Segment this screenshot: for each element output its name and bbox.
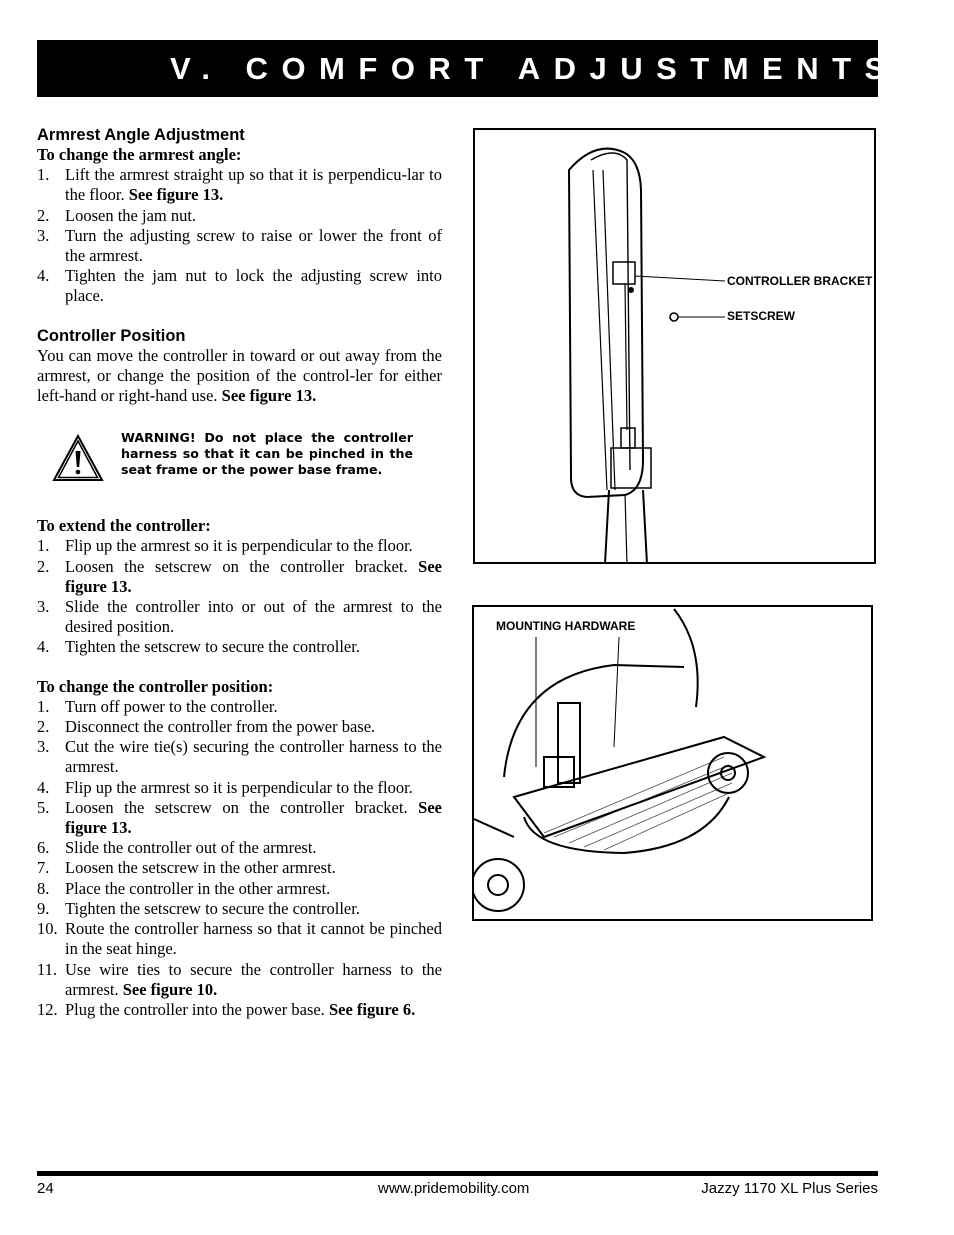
list-item — [37, 1000, 442, 1020]
step-number: 3. — [37, 225, 50, 245]
step-text: Loosen the setscrew on the controller bracket. — [65, 556, 419, 576]
page-number: 24 — [37, 1180, 54, 1197]
step-text: Use wire ties to secure the controller harness to the armrest. — [65, 959, 442, 999]
controller-paragraph: You can move the controller in toward or out away from the armrest, or change the position of the control-ler for either left-hand or right-hand use. See figure 13. — [37, 345, 442, 406]
figure-armrest-controller — [473, 128, 876, 564]
controller-heading: Controller Position — [37, 326, 186, 345]
step-number: 4. — [37, 637, 50, 657]
change-steps — [37, 697, 442, 1020]
step-number: 2. — [37, 717, 50, 737]
step-text: Slide the controller out of the armrest. — [65, 838, 317, 858]
extend-steps — [37, 536, 442, 657]
step-text: Cut the wire tie(s) securing the controller harness to the armrest. — [65, 737, 442, 777]
armrest-illustration — [475, 130, 875, 562]
list-item — [37, 737, 442, 777]
step-number: 11. — [37, 959, 58, 979]
step-number: 4. — [37, 777, 50, 797]
step-text: Loosen the jam nut. — [65, 205, 197, 225]
footer-product: Jazzy 1170 XL Plus Series — [701, 1180, 878, 1197]
step-text: Lift the armrest straight up so that it is perpendicu-lar to the floor. — [65, 165, 442, 205]
step-number: 10. — [37, 919, 58, 939]
step-text: Tighten the setscrew to secure the controller. — [65, 898, 360, 918]
list-item — [37, 798, 442, 838]
list-item — [37, 899, 442, 919]
step-text: Turn the adjusting screw to raise or lower the front of the armrest. — [65, 225, 442, 266]
step-number: 1. — [37, 696, 50, 716]
list-item — [37, 858, 442, 878]
step-number: 1. — [37, 165, 50, 185]
list-item — [37, 637, 442, 657]
list-item — [37, 226, 442, 266]
armrest-steps — [37, 165, 442, 306]
step-text: Flip up the armrest so it is perpendicular to the floor. — [65, 777, 413, 797]
text-column — [37, 125, 442, 1020]
step-number: 8. — [37, 878, 50, 898]
list-item — [37, 960, 442, 1000]
step-text: Loosen the setscrew on the controller bracket. — [65, 797, 419, 817]
seat-illustration — [474, 607, 871, 919]
step-number: 1. — [37, 536, 50, 556]
warning-text: WARNING! Do not place the controller harness so that it can be pinched in the seat frame or the power base frame. — [121, 430, 413, 477]
step-number: 5. — [37, 797, 50, 817]
label-controller-bracket: CONTROLLER BRACKET — [727, 274, 873, 288]
step-text: Plug the controller into the power base. — [65, 999, 329, 1019]
list-item — [37, 697, 442, 717]
step-text: Turn off power to the controller. — [65, 696, 278, 716]
step-text: Place the controller in the other armrest. — [65, 878, 331, 898]
figure-reference: See figure 13. — [128, 185, 224, 205]
footer-website: www.pridemobility.com — [378, 1180, 530, 1197]
extend-heading: To extend the controller: — [37, 516, 211, 536]
figure-reference: See figure 6. — [328, 999, 416, 1019]
list-item — [37, 557, 442, 597]
figure-reference: See figure 13. — [65, 797, 442, 838]
step-number: 9. — [37, 898, 50, 918]
list-item — [37, 206, 442, 226]
figure-reference: See figure 10. — [122, 979, 218, 999]
footer-rule — [37, 1171, 878, 1176]
step-text: Tighten the jam nut to lock the adjusting screw into place. — [65, 266, 442, 306]
step-number: 4. — [37, 266, 50, 286]
step-text: Disconnect the controller from the power base. — [65, 717, 376, 737]
label-mounting-hardware: MOUNTING HARDWARE — [496, 619, 636, 633]
step-number: 2. — [37, 205, 50, 225]
list-item — [37, 879, 442, 899]
step-text: Tighten the setscrew to secure the controller. — [65, 637, 360, 657]
change-heading: To change the controller position: — [37, 676, 274, 696]
list-item — [37, 165, 442, 205]
step-text: Flip up the armrest so it is perpendicular to the floor. — [65, 536, 413, 556]
figure-reference: See figure 13. — [65, 556, 442, 596]
list-item — [37, 919, 442, 959]
step-text: Slide the controller into or out of the armrest to the desired position. — [65, 597, 442, 637]
step-text: Route the controller harness so that it cannot be pinched in the seat hinge. — [65, 919, 442, 959]
step-number: 7. — [37, 858, 50, 878]
step-text: Loosen the setscrew in the other armrest. — [65, 858, 336, 878]
step-number: 6. — [37, 838, 50, 858]
list-item — [37, 838, 442, 858]
warning-box — [37, 426, 442, 506]
figure-mounting-hardware — [472, 605, 873, 921]
armrest-subheading: To change the armrest angle: — [37, 145, 242, 164]
list-item — [37, 266, 442, 306]
label-setscrew: SETSCREW — [727, 309, 796, 323]
section-title-banner: V. COMFORT ADJUSTMENTS — [37, 40, 878, 97]
list-item — [37, 597, 442, 637]
step-number: 12. — [37, 999, 58, 1019]
step-number: 3. — [37, 737, 50, 757]
armrest-heading: Armrest Angle Adjustment — [37, 126, 245, 144]
list-item — [37, 778, 442, 798]
step-number: 3. — [37, 597, 50, 617]
list-item — [37, 536, 442, 556]
step-number: 2. — [37, 556, 50, 576]
list-item — [37, 717, 442, 737]
warning-triangle-icon — [52, 434, 104, 482]
